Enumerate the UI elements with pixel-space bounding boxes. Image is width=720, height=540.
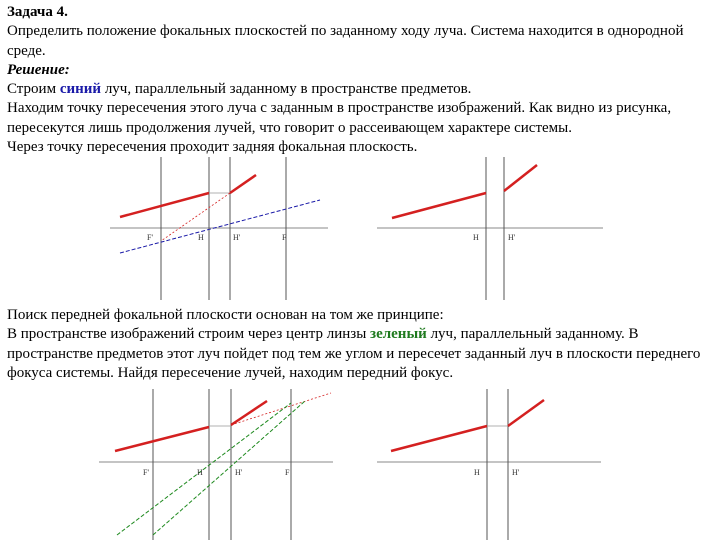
figure-front-focus-construction: [99, 389, 335, 540]
para1-suffix: луч, параллельный заданному в пространстве предметов.: [101, 81, 472, 98]
label-h-prime: H': [512, 468, 520, 477]
label-h: H: [198, 233, 204, 242]
paragraph-green-ray: [7, 325, 713, 383]
given-ray-image: [230, 175, 256, 193]
keyword-blue: синий: [59, 81, 102, 98]
label-f-prime: F': [143, 468, 149, 477]
label-h: H: [197, 468, 203, 477]
label-h: H: [474, 468, 480, 477]
solution-label: Решение:: [7, 61, 70, 78]
ray-extension-dashed: [161, 193, 230, 241]
label-f: F: [285, 468, 290, 477]
label-f: F: [282, 233, 287, 242]
paragraph-blue-ray: [7, 80, 713, 99]
figure-given-ray-top: [377, 157, 605, 300]
label-h-prime: H': [508, 233, 516, 242]
paragraph-back-focal: Через точку пересечения проходит задняя фокальная плоскость.: [7, 139, 418, 156]
label-h: H: [473, 233, 479, 242]
label-h-prime: H': [233, 233, 241, 242]
problem-statement: Определить положение фокальных плоскостей по заданному ходу луча. Система находится в однородной среде.: [7, 23, 684, 59]
label-h-prime: H': [235, 468, 243, 477]
given-ray-object: [115, 427, 209, 451]
given-ray-object: [391, 426, 487, 451]
given-ray-image: [504, 165, 537, 191]
ray-extension-dashed: [231, 393, 331, 425]
para1-prefix: Строим: [7, 81, 60, 98]
label-f-prime: F': [147, 233, 153, 242]
green-ray-image: [153, 401, 305, 535]
text-block-top: [7, 3, 713, 157]
given-ray-object: [120, 193, 209, 217]
given-ray-image: [508, 400, 544, 426]
para5-suffix: луч, параллельный заданному. В пространстве предметов этот луч пойдет под тем же углом и пересечет заданный луч в плоскости переднего фокуса системы. Найдя пересечение лучей, находим передний фокус.: [7, 326, 701, 381]
para5-prefix: В пространстве изображений строим через центр линзы: [7, 326, 371, 343]
keyword-green: зеленый: [370, 326, 427, 343]
paragraph-intersection: Находим точку пересечения этого луча с заданным в пространстве изображений. Как видно из рисунка, пересекутся лишь продолжения лучей, что говорит о рассеивающем характере системы.: [7, 100, 672, 136]
figure-back-focus-construction: [106, 157, 330, 300]
problem-title: Задача 4.: [7, 4, 68, 20]
figure-given-ray-bottom: [377, 389, 603, 540]
given-ray-object: [392, 193, 486, 218]
paragraph-front-focal: Поиск передней фокальной плоскости основан на том же принципе:: [7, 307, 444, 323]
text-block-bottom: [7, 306, 713, 383]
given-ray-image: [231, 401, 267, 425]
